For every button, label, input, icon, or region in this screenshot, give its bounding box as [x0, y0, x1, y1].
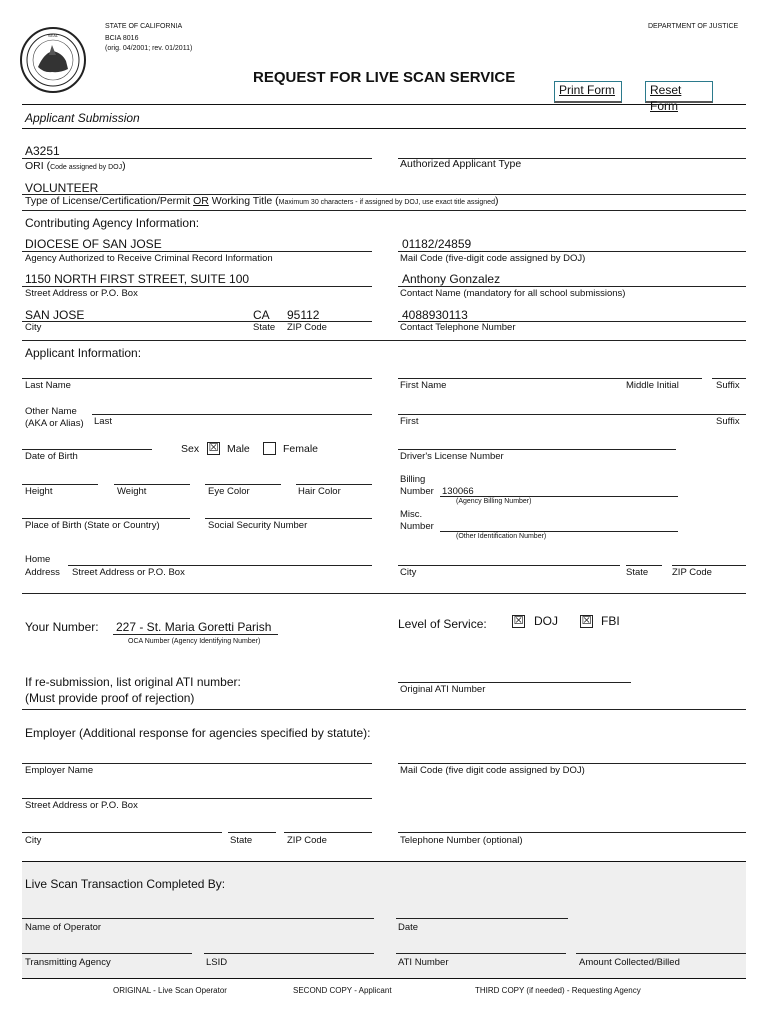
lsid-label: LSID: [206, 957, 228, 968]
city-label: City: [25, 322, 42, 333]
employer-zip-label: ZIP Code: [287, 835, 327, 846]
applicant-info-heading: Applicant Information:: [25, 346, 142, 360]
street-line: [22, 286, 372, 287]
hair-color-label: Hair Color: [298, 486, 341, 497]
ori-line: [22, 158, 372, 159]
employer-name-field[interactable]: [22, 763, 372, 764]
zip-label: ZIP Code: [287, 322, 327, 333]
oca-note: OCA Number (Agency Identifying Number): [128, 638, 261, 645]
state-value[interactable]: CA: [253, 308, 270, 322]
female-label: Female: [283, 443, 319, 455]
city-value[interactable]: SAN JOSE: [25, 308, 85, 322]
employer-name-label: Employer Name: [25, 765, 94, 776]
original-ati-field[interactable]: [398, 682, 631, 683]
applicant-submission-heading: Applicant Submission: [25, 111, 140, 125]
svg-text:SEAL: SEAL: [47, 33, 59, 38]
header-rule: [22, 104, 746, 105]
dob-field[interactable]: [22, 449, 152, 450]
ssn-label: Social Security Number: [208, 520, 308, 531]
state-seal-icon: [20, 27, 86, 93]
weight-field[interactable]: [114, 484, 190, 485]
ati-number-field[interactable]: [396, 953, 566, 954]
page-title: REQUEST FOR LIVE SCAN SERVICE: [253, 69, 516, 86]
state-label-field: State: [253, 322, 276, 333]
operator-name-label: Name of Operator: [25, 922, 102, 933]
type-value[interactable]: VOLUNTEER: [25, 181, 99, 195]
revision-date: (orig. 04/2001; rev. 01/2011): [105, 45, 193, 52]
place-of-birth-label: Place of Birth (State or Country): [25, 520, 160, 531]
aka-last-label: Last: [94, 416, 112, 427]
type-bottom-line: [22, 210, 746, 211]
phone-label: Contact Telephone Number: [400, 322, 516, 333]
aka-first-label: First: [400, 416, 419, 427]
suffix-field[interactable]: [712, 378, 746, 379]
employer-mail-code-field[interactable]: [398, 763, 746, 764]
original-ati-label: Original ATI Number: [400, 684, 486, 695]
fbi-checkbox[interactable]: ☒: [581, 615, 592, 627]
home-city-label: City: [400, 567, 417, 578]
reset-form-button[interactable]: Reset Form: [645, 81, 713, 103]
resubmission-bottom-line: [22, 709, 746, 710]
authorized-type-label: Authorized Applicant Type: [400, 158, 522, 170]
female-checkbox[interactable]: [263, 442, 276, 455]
fbi-label: FBI: [601, 614, 620, 628]
contact-value[interactable]: Anthony Gonzalez: [402, 272, 501, 286]
ati-number-label: ATI Number: [398, 957, 449, 968]
live-scan-bottom-rule: [22, 978, 746, 979]
employer-mail-code-label: Mail Code (five digit code assigned by DOJ): [400, 765, 585, 776]
ssn-field[interactable]: [205, 518, 372, 519]
home-city-field[interactable]: [398, 565, 620, 566]
ori-label: ORI (Code assigned by DOJ): [25, 160, 126, 172]
resubmission-line2: (Must provide proof of rejection): [25, 691, 195, 705]
employer-heading: Employer (Additional response for agencies specified by statute):: [25, 726, 371, 740]
billing-number-label: Number: [400, 486, 434, 497]
home-zip-label: ZIP Code: [672, 567, 712, 578]
male-checkbox[interactable]: ☒: [208, 442, 219, 454]
mail-code-value[interactable]: 01182/24859: [402, 237, 472, 251]
date-label: Date: [398, 922, 419, 933]
footer-third-copy: THIRD COPY (if needed) - Requesting Agency: [475, 986, 641, 995]
your-number-label: Your Number:: [25, 620, 99, 634]
misc-label: Misc.: [400, 509, 423, 520]
dob-label: Date of Birth: [25, 451, 78, 462]
your-number-value[interactable]: 227 - St. Maria Goretti Parish: [116, 620, 272, 634]
transmitting-agency-label: Transmitting Agency: [25, 957, 111, 968]
amount-field[interactable]: [576, 953, 746, 954]
lsid-field[interactable]: [204, 953, 374, 954]
aka-label: (AKA or Alias): [25, 418, 84, 429]
aka-last-field[interactable]: [92, 414, 372, 415]
home-state-field[interactable]: [626, 565, 662, 566]
resubmission-line1: If re-submission, list original ATI number:: [25, 675, 241, 689]
footer-second-copy: SECOND COPY - Applicant: [293, 986, 392, 995]
billing-label: Billing: [400, 474, 426, 485]
last-name-field[interactable]: [22, 378, 372, 379]
male-label: Male: [227, 443, 250, 455]
weight-label: Weight: [117, 486, 147, 497]
suffix-label: Suffix: [716, 380, 740, 391]
ori-value[interactable]: A3251: [25, 144, 60, 158]
billing-line: [440, 496, 678, 497]
phone-value[interactable]: 4088930113: [402, 308, 468, 322]
contact-line: [398, 286, 746, 287]
place-of-birth-field[interactable]: [22, 518, 190, 519]
employer-state-label: State: [230, 835, 253, 846]
employer-phone-field[interactable]: [398, 832, 746, 833]
other-name-label: Other Name: [25, 406, 77, 417]
first-name-label: First Name: [400, 380, 447, 391]
agency-line: [22, 251, 372, 252]
zip-value[interactable]: 95112: [287, 308, 320, 322]
height-field[interactable]: [22, 484, 98, 485]
print-form-button[interactable]: Print Form: [554, 81, 622, 103]
applicant-bottom-line: [22, 593, 746, 594]
home-street-field[interactable]: [68, 565, 372, 566]
street-label: Street Address or P.O. Box: [25, 288, 138, 299]
transmitting-agency-field[interactable]: [22, 953, 192, 954]
date-field[interactable]: [396, 918, 568, 919]
eye-color-label: Eye Color: [208, 486, 250, 497]
mail-code-label: Mail Code (five-digit code assigned by DOJ): [400, 253, 586, 264]
live-scan-heading: Live Scan Transaction Completed By:: [25, 877, 226, 891]
home-street-label: Street Address or P.O. Box: [72, 567, 185, 578]
employer-city-label: City: [25, 835, 42, 846]
form-number: BCIA 8016: [105, 35, 139, 42]
employer-state-field[interactable]: [228, 832, 276, 833]
footer-original: ORIGINAL - Live Scan Operator: [113, 986, 227, 995]
state-label: STATE OF CALIFORNIA: [105, 23, 183, 30]
employer-street-label: Street Address or P.O. Box: [25, 800, 138, 811]
drivers-license-field[interactable]: [398, 449, 676, 450]
hair-color-field[interactable]: [296, 484, 372, 485]
sex-label: Sex: [181, 443, 200, 455]
type-label: Type of License/Certification/Permit OR Working Title (Maximum 30 characters - if assigned by DOJ, use exact title assigned): [25, 195, 499, 207]
home-label: Home: [25, 554, 51, 565]
height-label: Height: [25, 486, 53, 497]
agency-bottom-line: [22, 340, 746, 341]
street-value[interactable]: 1150 NORTH FIRST STREET, SUITE 100: [25, 272, 250, 286]
first-name-field[interactable]: [398, 378, 702, 379]
misc-number-label: Number: [400, 521, 434, 532]
operator-name-field[interactable]: [22, 918, 374, 919]
live-scan-top-rule: [22, 861, 746, 862]
department-label: DEPARTMENT OF JUSTICE: [648, 23, 739, 30]
eye-color-field[interactable]: [205, 484, 281, 485]
aka-first-field[interactable]: [398, 414, 746, 415]
contact-label: Contact Name (mandatory for all school submissions): [400, 288, 626, 299]
last-name-label: Last Name: [25, 380, 71, 391]
address-label: Address: [25, 567, 60, 578]
your-number-line: [113, 634, 278, 635]
agency-label: Agency Authorized to Receive Criminal Record Information: [25, 253, 273, 264]
section-rule: [22, 128, 746, 129]
agency-value[interactable]: DIOCESE OF SAN JOSE: [25, 237, 162, 251]
drivers-license-label: Driver's License Number: [400, 451, 504, 462]
home-state-label: State: [626, 567, 649, 578]
aka-suffix-label: Suffix: [716, 416, 740, 427]
level-of-service-label: Level of Service:: [398, 617, 487, 631]
billing-number-value[interactable]: 130066: [442, 486, 474, 497]
mail-code-line: [398, 251, 746, 252]
contributing-agency-heading: Contributing Agency Information:: [25, 216, 200, 230]
misc-note: (Other Identification Number): [456, 533, 547, 540]
middle-initial-label: Middle Initial: [626, 380, 679, 391]
employer-zip-field[interactable]: [284, 832, 372, 833]
misc-number-field[interactable]: [440, 531, 678, 532]
amount-label: Amount Collected/Billed: [579, 957, 680, 968]
billing-note: (Agency Billing Number): [456, 498, 532, 505]
employer-street-field[interactable]: [22, 798, 372, 799]
employer-phone-label: Telephone Number (optional): [400, 835, 523, 846]
doj-label: DOJ: [534, 614, 558, 628]
employer-city-field[interactable]: [22, 832, 222, 833]
doj-checkbox[interactable]: ☒: [513, 615, 524, 627]
home-zip-field[interactable]: [672, 565, 746, 566]
